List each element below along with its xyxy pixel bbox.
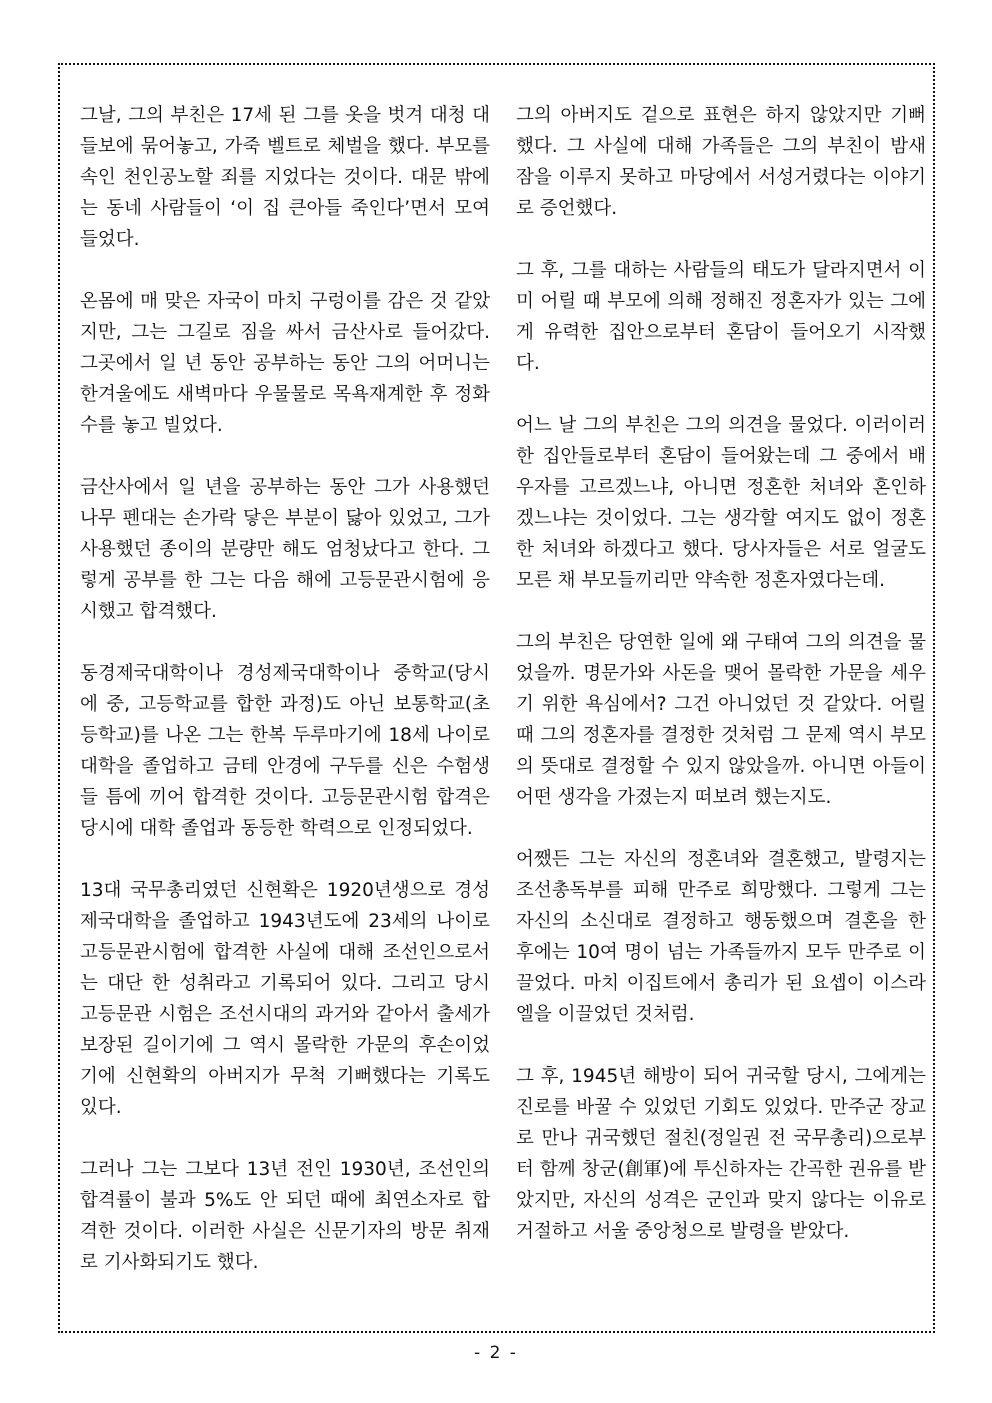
paragraph: 온몸에 매 맞은 자국이 마치 구렁이를 감은 것 같았지만, 그는 그길로 짐을 싸서 금산사로 들어갔다. 그곳에서 일 년 동안 공부하는 동안 그의 어머니는 한겨울에도 새벽마다 우물물로 목욕재계한 후 정화수를 놓고 빌었다. — [80, 291, 490, 436]
paragraph: 그러나 그는 그보다 13년 전인 1930년, 조선인의 합격률이 불과 5%도 안 되던 때에 최연소자로 합격한 것이다. 이러한 사실은 신문기자의 방문 취재로 기사화되기도 했다. — [80, 1159, 490, 1273]
paragraph: 13대 국무총리였던 신현확은 1920년생으로 경성제국대학을 졸업하고 1943년도에 23세의 나이로 고등문관시험에 합격한 사실에 대해 조선인으로서는 대단 한 성취라고 기록되어 있다. 그리고 당시 고등문관 시험은 조선시대의 과거와 같아서 출세가 보장된 길이기에 그 역시 몰락한 가문의 후손이었기에 신현확의 아버지가 무척 기뻐했다는 기록도 있다. — [80, 880, 490, 1118]
page-number: - 2 - — [474, 1343, 518, 1363]
paragraph: 금산사에서 일 년을 공부하는 동안 그가 사용했던 나무 펜대는 손가락 닿은 부분이 닳아 있었고, 그가 사용했던 종이의 분량만 해도 엄청났다고 한다. 그렇게 공부를 한 그는 다음 해에 고등문관시험에 응시했고 합격했다. — [80, 477, 490, 622]
paragraph: 그의 아버지도 겉으로 표현은 하지 않았지만 기뻐했다. 그 사실에 대해 가족들은 그의 부친이 밤새 잠을 이루지 못하고 마당에서 서성거렸다는 이야기로 증언했다. — [516, 105, 926, 219]
paragraph: 그 후, 1945년 해방이 되어 귀국할 당시, 그에게는 진로를 바꿀 수 있었던 기회도 있었다. 만주군 장교로 만나 귀국했던 절친(정일권 전 국무총리)으로부터 함께 창군(創軍)에 투신하자는 간곡한 권유를 받았지만, 자신의 성격은 군인과 맞지 않다는 이유로 거절하고 서울 중앙청으로 발령을 받았다. — [516, 1066, 926, 1242]
paragraph: 어느 날 그의 부친은 그의 의견을 물었다. 이러이러한 집안들로부터 혼담이 들어왔는데 그 중에서 배우자를 고르겠느냐, 아니면 정혼한 처녀와 혼인하겠느냐는 것이었다. 그는 생각할 여지도 없이 정혼한 처녀와 하겠다고 했다. 당사자들은 서로 얼굴도 모른 채 부모들끼리만 약속한 정혼자였다는데. — [516, 415, 926, 591]
paragraph: 어쨌든 그는 자신의 정혼녀와 결혼했고, 발령지는 조선총독부를 피해 만주로 희망했다. 그렇게 그는 자신의 소신대로 결정하고 행동했으며 결혼을 한 후에는 10여 명이 넘는 가족들까지 모두 만주로 이끌었다. 마치 이집트에서 총리가 된 요셉이 이스라엘을 이끌었던 것처럼. — [516, 849, 926, 1025]
paragraph: 그날, 그의 부친은 17세 된 그를 옷을 벗겨 대청 대들보에 묶어놓고, 가죽 벨트로 체벌을 했다. 부모를 속인 천인공노할 죄를 지었다는 것이다. 대문 밖에는 동네 사람들이 ‘이 집 큰아들 죽인다’면서 모여들었다. — [80, 105, 490, 250]
paragraph: 그 후, 그를 대하는 사람들의 태도가 달라지면서 이미 어릴 때 부모에 의해 정해진 정혼자가 있는 그에게 유력한 집안으로부터 혼담이 들어오기 시작했다. — [516, 260, 926, 374]
left-text-column — [80, 100, 490, 1290]
two-column-text-body — [80, 100, 926, 1290]
paragraph: 그의 부친은 당연한 일에 왜 구태여 그의 의견을 물었을까. 명문가와 사돈을 맺어 몰락한 가문을 세우기 위한 욕심에서? 그건 아니었던 것 같았다. 어릴 때 그의 정혼자를 결정한 것처럼 그 문제 역시 부모의 뜻대로 결정할 수 있지 않았을까. 아니면 아들이 어떤 생각을 가졌는지 떠보려 했는지도. — [516, 632, 926, 808]
paragraph: 동경제국대학이나 경성제국대학이나 중학교(당시에 중, 고등학교를 합한 과정)도 아닌 보통학교(초등학교)를 나온 그는 한복 두루마기에 18세 나이로 대학을 졸업하고 금테 안경에 구두를 신은 수험생들 틈에 끼어 합격한 것이다. 고등문관시험 합격은 당시에 대학 졸업과 동등한 학력으로 인정되었다. — [80, 663, 490, 839]
right-text-column — [516, 100, 926, 1290]
